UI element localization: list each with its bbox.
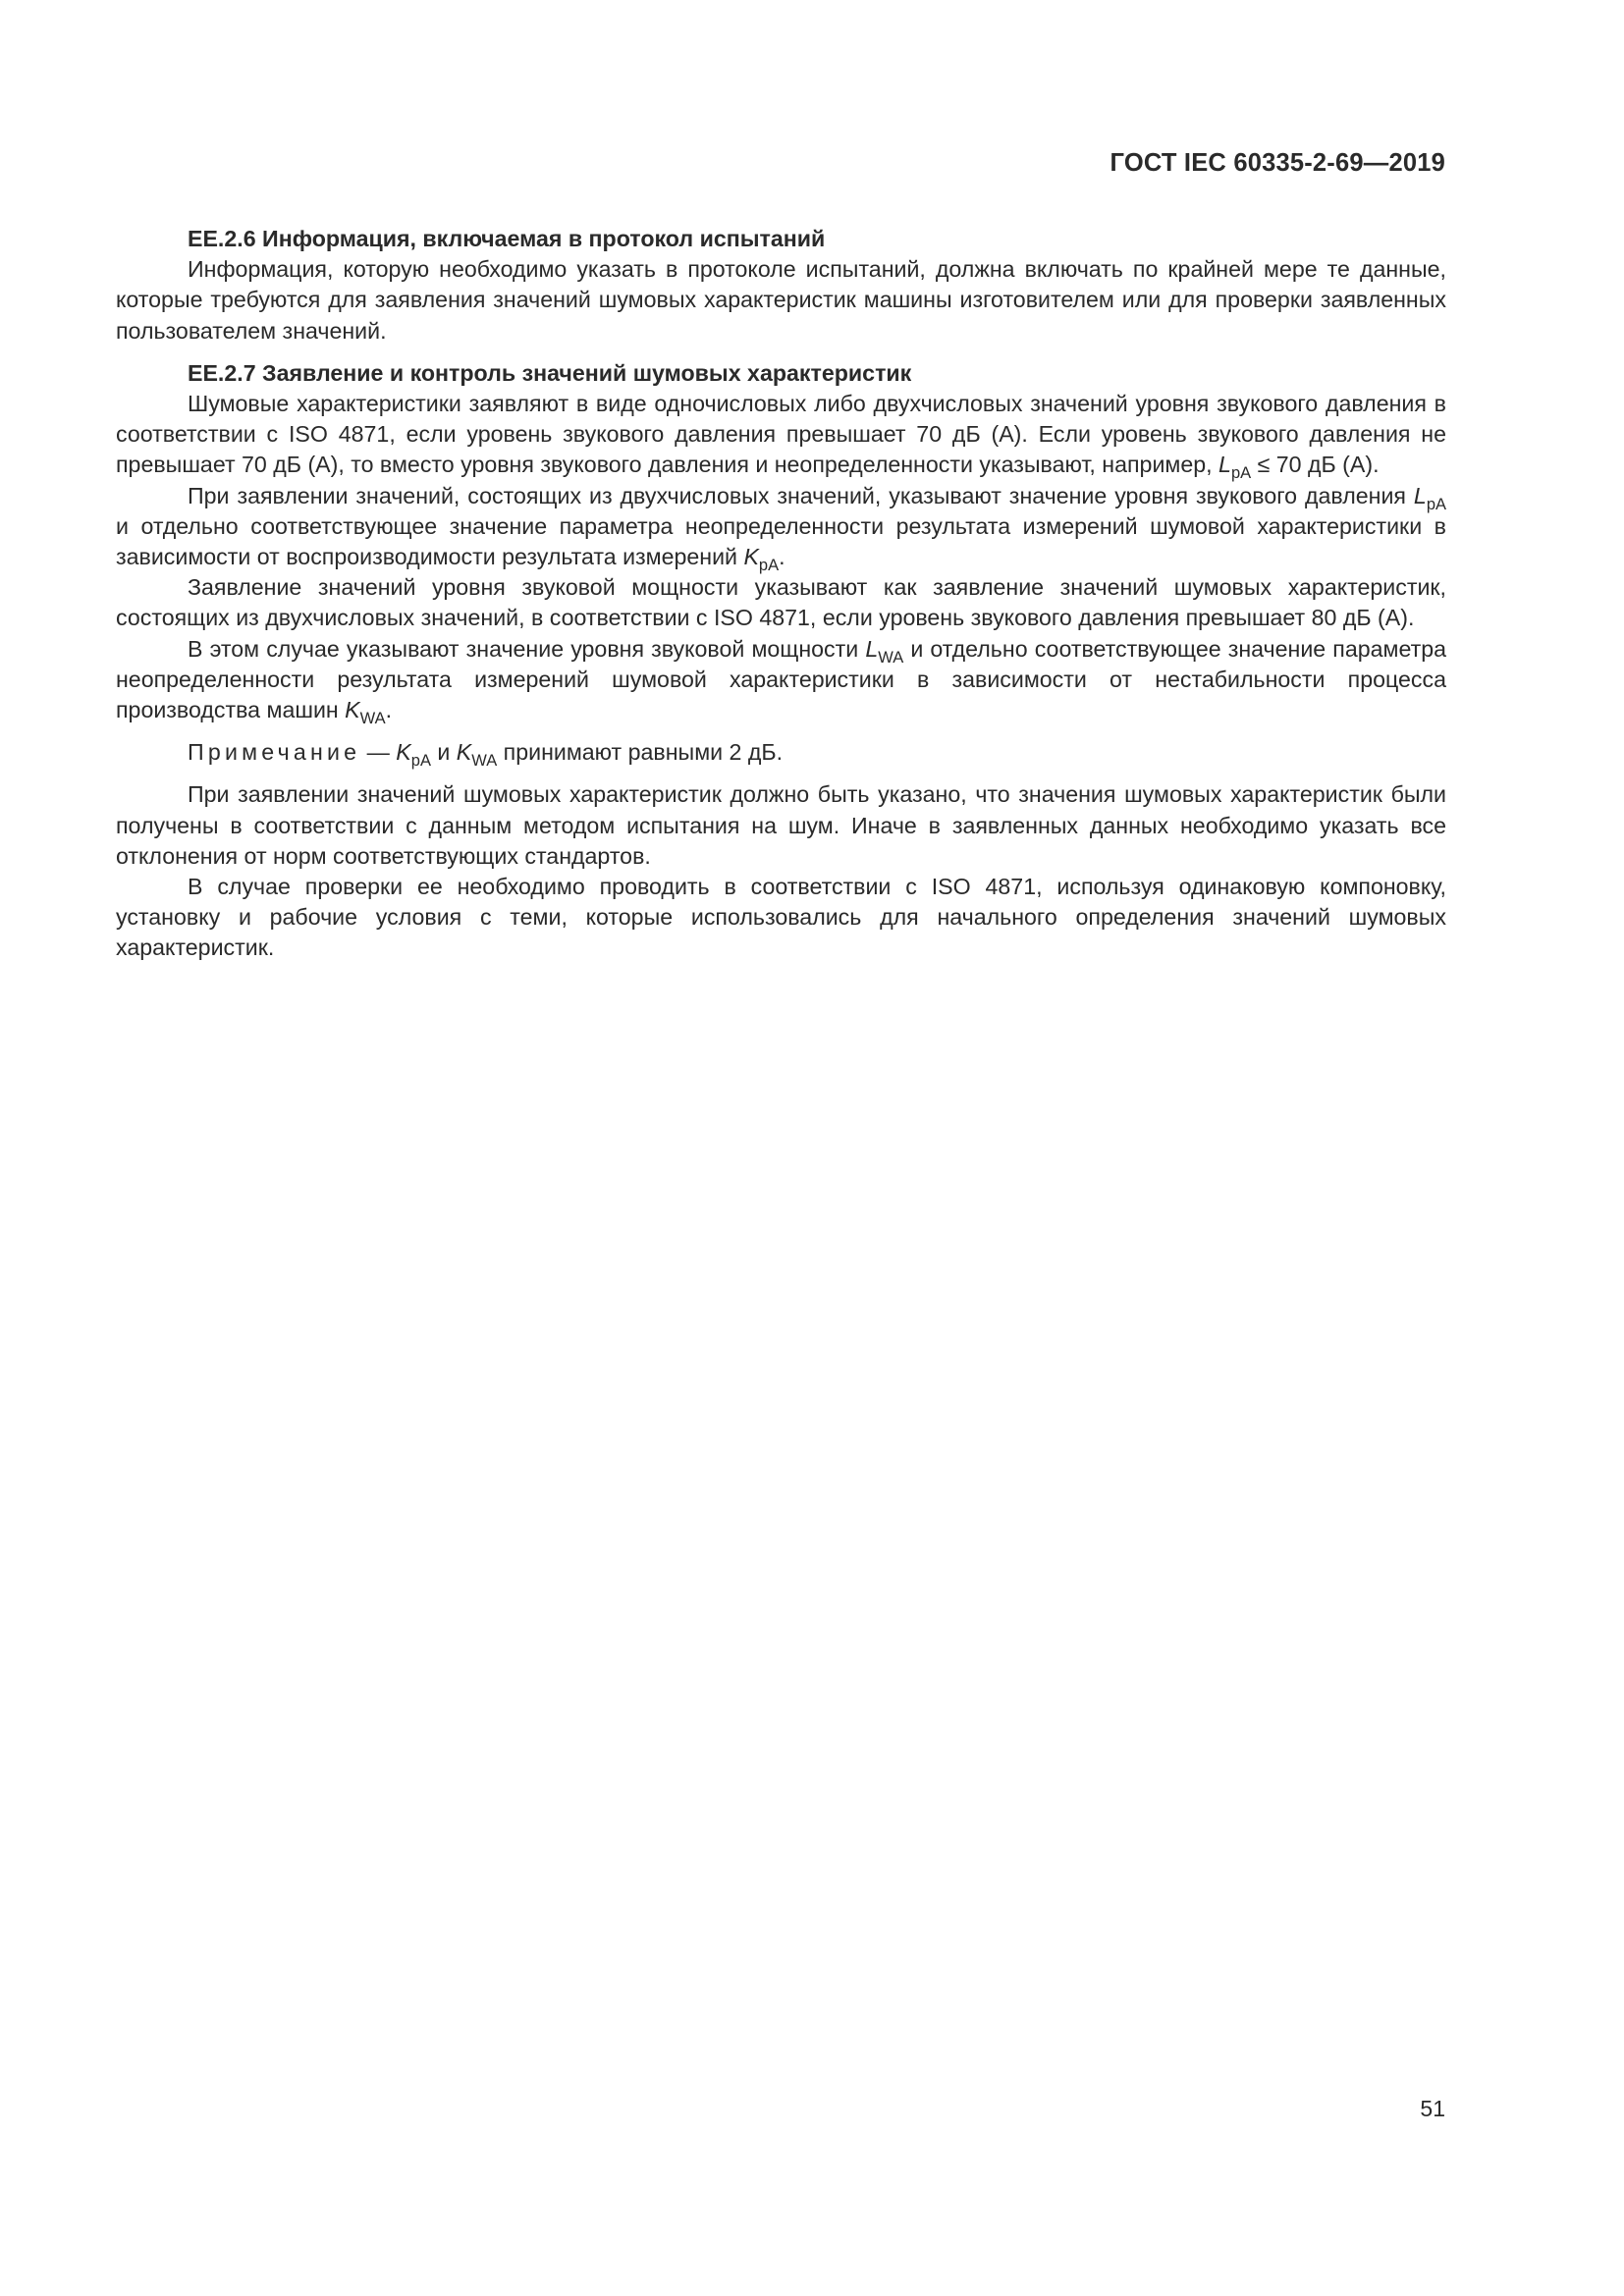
symbol: K — [345, 697, 360, 723]
note-dash: — — [360, 739, 397, 766]
paragraph — [116, 481, 1446, 573]
symbol: K — [456, 739, 472, 766]
symbol: K — [743, 544, 759, 570]
subscript: WA — [471, 752, 498, 771]
spacer — [116, 347, 1446, 358]
paragraph-text: . — [779, 544, 785, 570]
symbol: L — [1218, 452, 1231, 478]
subscript: WA — [878, 648, 904, 667]
paragraph-text: В этом случае указывают значение уровня звуковой мощности — [188, 635, 866, 662]
paragraph-text: Шумовые характеристики заявляют в виде одночисловых либо двухчисловых значений уровня звукового давления в соответствии с ISO 4871, если уровень звукового давления превышает 70 дБ (А). Если уровень звукового давления не превышает 70 дБ (А), то вместо уровня звукового давления и неопределенности указывают, например, — [116, 391, 1446, 478]
paragraph-text: и отдельно соответствующее значение параметра неопределенности результата измерений шумовой характеристики в зависимости от нестабильности процесса производства машин — [116, 635, 1446, 723]
paragraph — [116, 389, 1446, 481]
paragraph-text: ≤ 70 дБ (А). — [1251, 452, 1380, 478]
paragraph: Информация, которую необходимо указать в протоколе испытаний, должна включать по крайней мере те данные, которые требуются для заявления значений шумовых характеристик машины изготовителем или для проверки заявленных пользователем значений. — [116, 256, 1446, 344]
subscript: pA — [1230, 464, 1252, 483]
note-text: принимают равными 2 дБ. — [497, 739, 784, 766]
subscript: WA — [359, 710, 386, 728]
paragraph: В случае проверки ее необходимо проводить в соответствии с ISO 4871, используя одинаковую компоновку, установку и рабочие условия с теми, которые использовались для начального определения значений шумовых характеристик. — [116, 874, 1446, 961]
paragraph-text: . — [385, 697, 393, 723]
spacer — [116, 725, 1446, 737]
note-text: и — [430, 739, 457, 766]
paragraph — [116, 634, 1446, 726]
section-heading-ee27: EE.2.7 Заявление и контроль значений шумовых характеристик — [188, 359, 912, 386]
subscript: pA — [758, 557, 780, 575]
spacer — [116, 768, 1446, 779]
paragraph: При заявлении значений шумовых характеристик должно быть указано, что значения шумовых характеристик были получены в соответствии с данным методом испытания на шум. Иначе в заявленных данных необходимо указать все отклонения от норм соответствующих стандартов. — [116, 781, 1446, 869]
paragraph: Заявление значений уровня звуковой мощности указывают как заявление значений шумовых характеристик, состоящих из двухчисловых значений, в соответствии с ISO 4871, если уровень звукового давления превышает 80 дБ (А). — [116, 574, 1446, 631]
symbol: L — [1413, 482, 1427, 508]
paragraph-text: и отдельно соответствующее значение параметра неопределенности результата измерений шумовой характеристики в зависимости от воспроизводимости результата измерений — [116, 512, 1446, 570]
note-label: Примечание — [188, 739, 361, 766]
symbol: L — [865, 635, 879, 662]
document-header: ГОСТ IEC 60335-2-69—2019 — [1110, 149, 1445, 177]
subscript: pA — [1426, 495, 1446, 513]
subscript: pA — [410, 752, 431, 771]
document-body — [116, 224, 1446, 964]
paragraph-text: При заявлении значений, состоящих из двухчисловых значений, указывают значение уровня звукового давления — [188, 482, 1414, 508]
section-heading-ee26: EE.2.6 Информация, включаемая в протокол испытаний — [188, 226, 826, 251]
page-number: 51 — [1420, 2096, 1445, 2121]
symbol: K — [396, 739, 411, 766]
note — [116, 737, 1446, 771]
